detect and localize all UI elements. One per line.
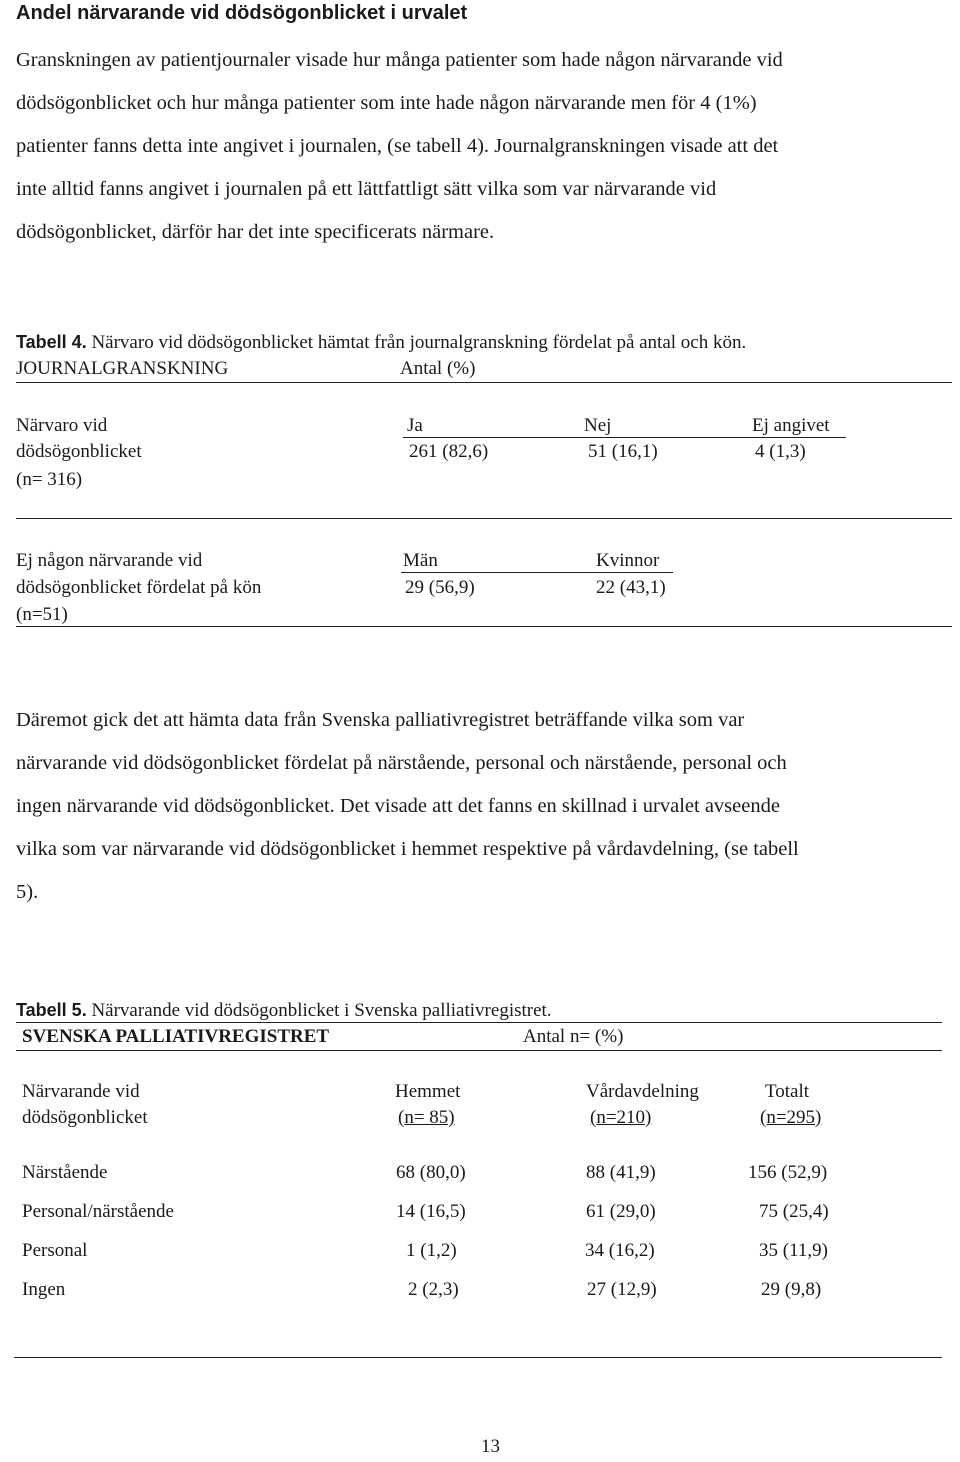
table5-unit: Antal n= (%) [523, 1026, 624, 1047]
table4-gender-label-line3: (n=51) [16, 604, 68, 625]
paragraph-line: inte alltid fanns angivet i journalen på ett lättfattligt sätt vilka som var närvarande vid [16, 178, 717, 200]
table4-value-ja: 261 (82,6) [409, 441, 489, 462]
table-cell: 2 (2,3) [408, 1279, 459, 1300]
intro-paragraph [16, 39, 783, 254]
table4-value-nej: 51 (16,1) [588, 441, 658, 462]
table4-gender-label-line2: dödsögonblicket fördelat på kön [16, 577, 262, 598]
table4-value-kvinnor: 22 (43,1) [596, 577, 666, 598]
table4-title: JOURNALGRANSKNING [16, 358, 229, 379]
table4-bottom-rule [16, 626, 952, 627]
table5-header-label-line1: Närvarande vid [22, 1081, 140, 1102]
paragraph-line: 5). [16, 881, 39, 903]
page-number: 13 [481, 1436, 500, 1457]
table-row-label: Personal [22, 1240, 88, 1261]
table4-row-label-line2: dödsögonblicket [16, 441, 142, 462]
table-cell: 34 (16,2) [585, 1240, 655, 1261]
table-cell: 156 (52,9) [748, 1162, 828, 1183]
table5-label: Tabell 5. [16, 1000, 87, 1020]
table5-title: SVENSKA PALLIATIVREGISTRET [22, 1026, 330, 1047]
table4-title-rule [16, 382, 952, 383]
table5-col-totalt: Totalt [765, 1081, 810, 1102]
table4-label: Tabell 4. [16, 332, 87, 352]
paragraph-line: vilka som var närvarande vid dödsögonblicket i hemmet respektive på vårdavdelning, (se tabell [16, 838, 799, 860]
table-row-label: Närstående [22, 1162, 108, 1183]
table5-n-totalt: (n=295) [760, 1107, 822, 1128]
table5-col-vardavdelning: Vårdavdelning [586, 1081, 699, 1102]
table4-unit: Antal (%) [400, 358, 476, 379]
table5-n-hemmet: (n= 85) [398, 1107, 455, 1128]
table-cell: 29 (9,8) [761, 1279, 822, 1300]
section-heading: Andel närvarande vid dödsögonblicket i urvalet [16, 2, 468, 24]
table5-bottom-rule [14, 1357, 942, 1358]
table5-n-vardavdelning: (n=210) [590, 1107, 652, 1128]
table-cell: 1 (1,2) [406, 1240, 457, 1261]
table5-caption-text: Närvarande vid dödsögonblicket i Svenska palliativregistret. [86, 1000, 552, 1021]
table-cell: 75 (25,4) [759, 1201, 829, 1222]
registry-paragraph [16, 699, 799, 914]
table4-header-nej: Nej [584, 415, 612, 436]
paragraph-line: patienter fanns detta inte angivet i journalen, (se tabell 4). Journalgranskningen visade att det [16, 135, 779, 157]
table4-header-man: Män [403, 550, 438, 571]
table4-gender-header-underline [401, 572, 673, 573]
table4-caption [16, 332, 746, 354]
table-cell: 14 (16,5) [396, 1201, 466, 1222]
table4-value-ej-angivet: 4 (1,3) [755, 441, 806, 462]
table5-title-rule [16, 1050, 942, 1051]
table-row-label: Personal/närstående [22, 1201, 174, 1222]
table4-section-rule [16, 518, 952, 519]
table4-value-man: 29 (56,9) [405, 577, 475, 598]
table5-col-hemmet: Hemmet [395, 1081, 461, 1102]
table-row-label: Ingen [22, 1279, 66, 1300]
table5-header-label-line2: dödsögonblicket [22, 1107, 148, 1128]
table4-row-label-line3: (n= 316) [16, 469, 83, 490]
table-cell: 68 (80,0) [396, 1162, 466, 1183]
table4-row-label-line1: Närvaro vid [16, 415, 108, 436]
table5-caption [16, 1000, 552, 1022]
paragraph-line: dödsögonblicket och hur många patienter som inte hade någon närvarande men för 4 (1%) [16, 92, 757, 114]
table5-caption-rule [16, 1022, 942, 1023]
paragraph-line: ingen närvarande vid dödsögonblicket. Det visade att det fanns en skillnad i urvalet avseende [16, 795, 780, 817]
table4-header-ja: Ja [407, 415, 423, 436]
table-cell: 88 (41,9) [586, 1162, 656, 1183]
paragraph-line: Granskningen av patientjournaler visade hur många patienter som hade någon närvarande vid [16, 49, 783, 71]
table4-header-ej-angivet: Ej angivet [752, 415, 830, 436]
table4-header-kvinnor: Kvinnor [596, 550, 660, 571]
table-cell: 35 (11,9) [759, 1240, 828, 1261]
table4-gender-label-line1: Ej någon närvarande vid [16, 550, 203, 571]
paragraph-line: dödsögonblicket, därför har det inte specificerats närmare. [16, 221, 495, 243]
table-cell: 61 (29,0) [586, 1201, 656, 1222]
table-cell: 27 (12,9) [587, 1279, 657, 1300]
table4-header-underline [403, 437, 846, 438]
paragraph-line: Däremot gick det att hämta data från Svenska palliativregistret beträffande vilka som var [16, 709, 745, 731]
paragraph-line: närvarande vid dödsögonblicket fördelat på närstående, personal och närstående, personal och [16, 752, 787, 774]
table4-caption-text: Närvaro vid dödsögonblicket hämtat från journalgranskning fördelat på antal och kön. [86, 332, 747, 353]
